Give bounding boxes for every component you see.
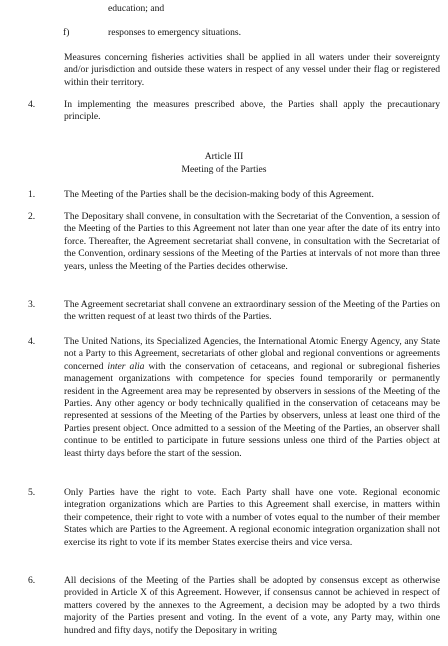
list-item-f-label: f) <box>63 27 70 38</box>
paragraph-text: The Agreement secretariat shall convene an extraordinary session of the Meeting of the Parties on the written request of at least two thirds of the Parties. <box>64 299 440 323</box>
paragraph-text: The Depositary shall convene, in consultation with the Secretariat of the Convention, a session of the Meeting of the Parties to this Agreement not later than one year after the date of its entry into force. Thereafter, the Agreement secretariat shall convene, in consultation with the Secretariat of the Convention, ordinary sessions of the Meeting of the Parties at intervals of not more than three years, unless the Meeting of the Parties decides otherwise. <box>64 211 440 272</box>
paragraph-number: 4. <box>28 336 36 347</box>
article-number: Article III <box>204 151 244 162</box>
paragraph-text: All decisions of the Meeting of the Parties shall be adopted by consensus except as otherwise provided in Article X of this Agreement. However, if consensus cannot be achieved in respect of matters covered by the annexes to the Agreement, a decision may be adopted by a two thirds majority of the Parties present and voting. In the event of a vote, any Party may, within one hundred and fifty days, notify the Depositary in writing <box>64 575 440 636</box>
clause-4-number: 4. <box>28 99 36 110</box>
paragraph-number: 1. <box>28 189 36 200</box>
article-title: Meeting of the Parties <box>181 164 267 175</box>
list-item-e-tail: education; and <box>108 3 165 14</box>
paragraph-text-italic: inter alia <box>107 360 145 372</box>
paragraph-text: Only Parties have the right to vote. Each Party shall have one vote. Regional economic integration organizations which are Parties to this Agreement shall exercise, in matters within their competence, their right to vote with a number of votes equal to the number of their member States which are Parties to the Agreement. A regional economic integration organization shall not exercise its right to vote if its member States exercise theirs and vice versa. <box>64 487 440 548</box>
list-item-f-text: responses to emergency situations. <box>108 27 242 38</box>
measures-paragraph: Measures concerning fisheries activities shall be applied in all waters under their sovereignty and/or jurisdiction and outside these waters in respect of any vessel under their flag or registered within their territory. <box>64 52 440 88</box>
paragraph-text: The Meeting of the Parties shall be the decision-making body of this Agreement. <box>64 189 374 200</box>
clause-4-text: In implementing the measures prescribed above, the Parties shall apply the precautionary principle. <box>64 99 440 123</box>
paragraph-number: 6. <box>28 575 36 586</box>
paragraph-number: 2. <box>28 211 36 222</box>
paragraph-text-part: with the conservation of cetaceans, and regional or subregional fisheries management organizations with competence for species found temporarily or permanently resident in the Agreement area may be represented by observers in sessions of the Meeting of the Parties. Any other agency or body technically qualified in the conservation of cetaceans may be represented at sessions of the Meeting of the Parties by observers, unless at least one third of the Parties present object. Once admitted to a session of the Meeting of the Parties, an observer shall continue to be entitled to participate in future sessions unless one third of the Parties object at least thirty days before the start of the session. <box>64 360 440 459</box>
paragraph-number: 5. <box>28 487 36 498</box>
paragraph-number: 3. <box>28 299 36 310</box>
paragraph-text <box>64 336 440 460</box>
paragraph-text-part: The United Nations, its Specialized Agencies, the International Atomic Energy Agency, any State not a Party to this Agreement, secretariats of other global and regional conventions or agreements concerned <box>64 336 440 372</box>
